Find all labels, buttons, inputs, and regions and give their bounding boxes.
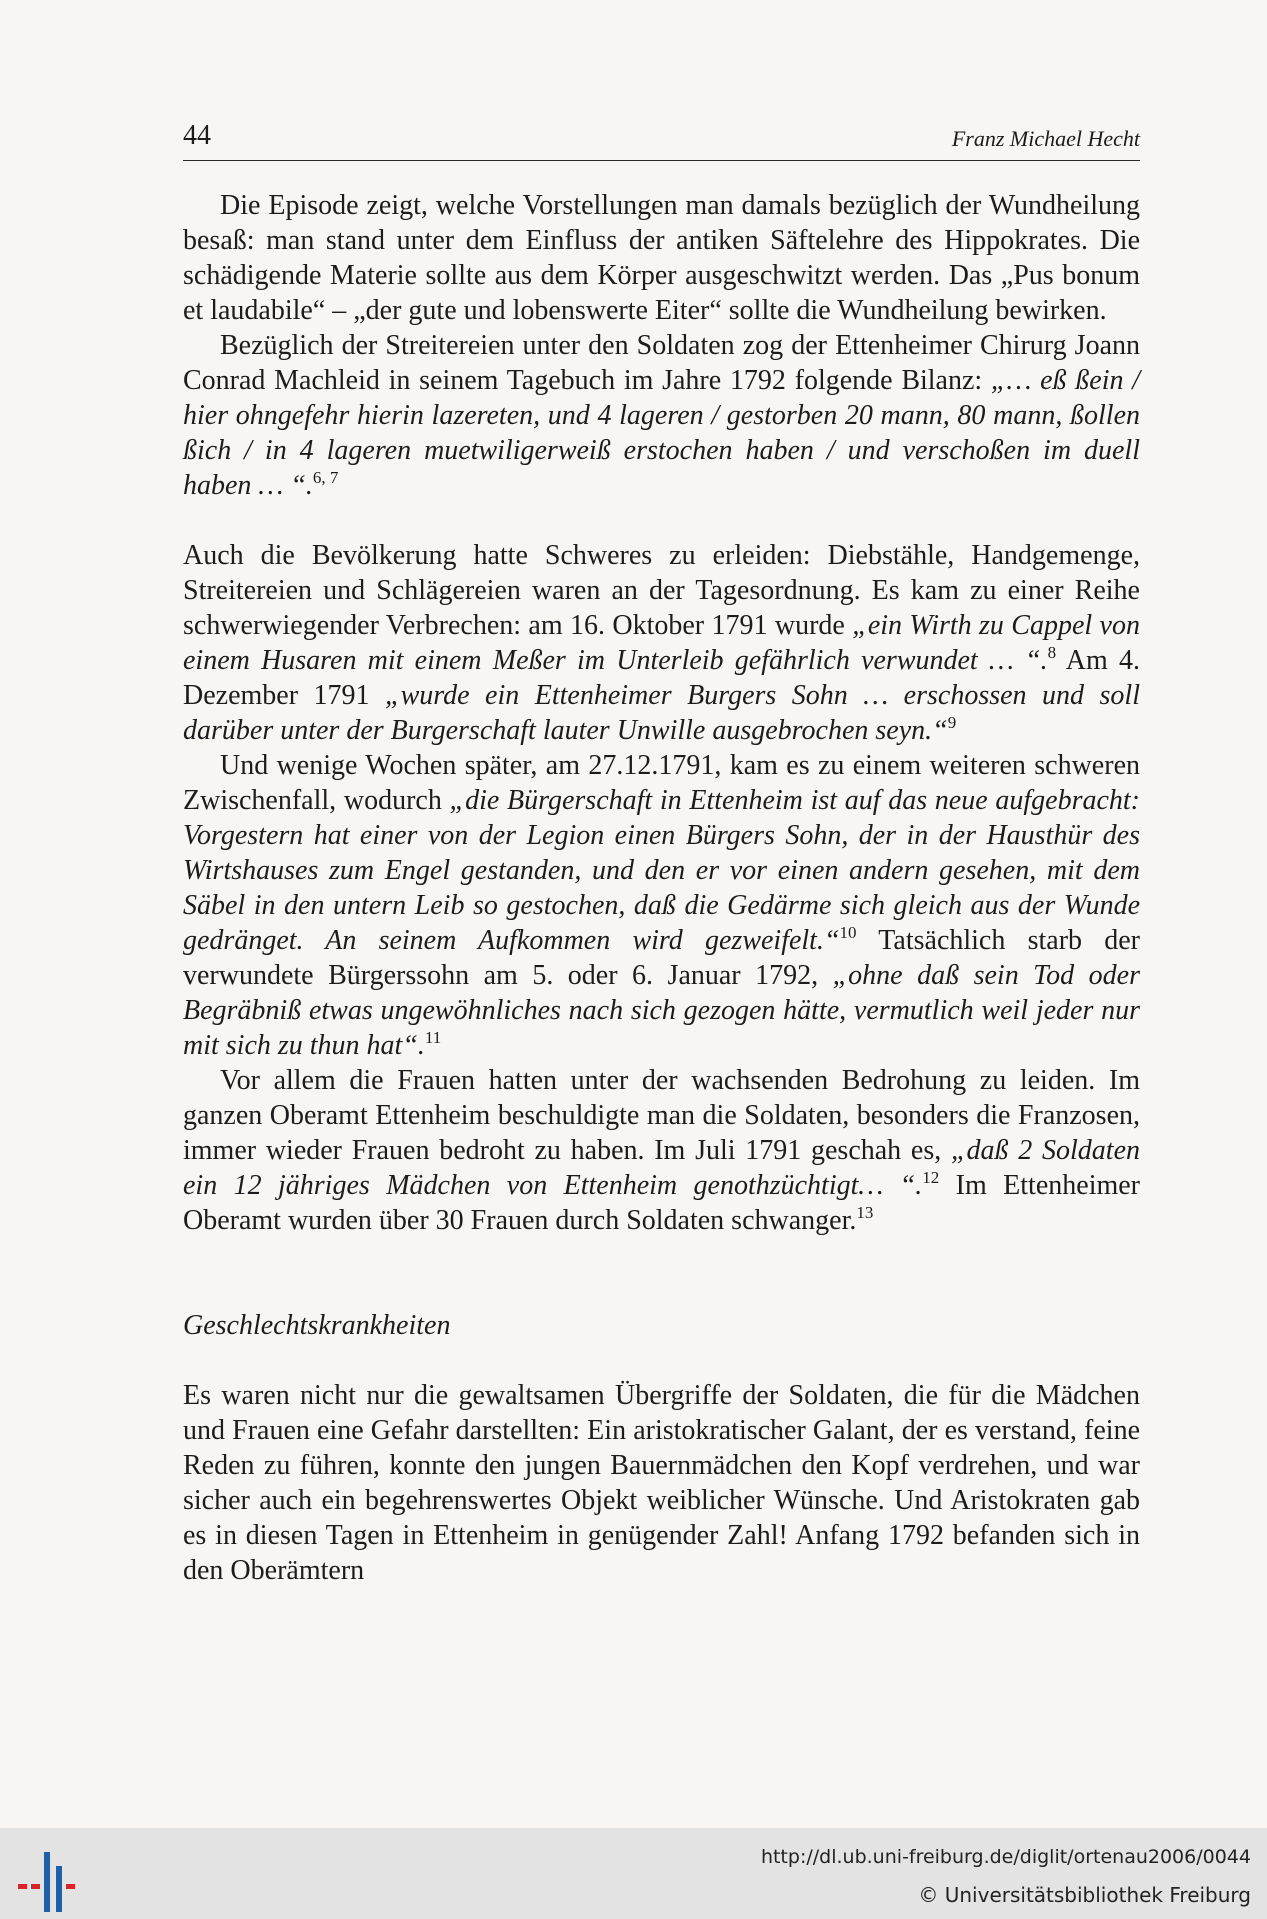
quotation-text: „… eß ßein / hier ohngefehr hierin lazereten, und 4 lageren / gestorben 20 mann, 80 mann, ßollen ßich / in 4 lageren muetwiligerweiß erstochen haben / und verschoßen im duell haben … “. bbox=[183, 365, 1140, 501]
quotation-text: „ohne daß sein Tod oder Begräbniß etwas ungewöhnliches nach sich gezogen hätte, vermutlich weil jeder nur mit sich zu thun hat“. bbox=[183, 960, 1140, 1061]
page-number: 44 bbox=[183, 120, 211, 151]
library-logo-icon bbox=[18, 1852, 78, 1912]
text-run: Die Episode zeigt, welche Vorstellungen man damals bezüglich der Wundheilung besaß: man stand unter dem Einfluss der antiken Säftelehre des Hippokrates. Die schädigende Materie sollte aus dem Körper ausgeschwitzt werden. Das „Pus bonum et laudabile“ – „der gute und lobenswerte Eiter“ sollte die Wundheilung bewirken. bbox=[183, 190, 1140, 326]
footnote-ref: 8 bbox=[1047, 643, 1057, 662]
footnote-ref: 12 bbox=[922, 1168, 940, 1187]
paragraph bbox=[183, 188, 1140, 328]
section-spacer bbox=[183, 1343, 1140, 1378]
footnote-ref: 6, 7 bbox=[312, 468, 339, 487]
text-run: Tatsächlich starb der verwundete Bürgerssohn am 5. oder 6. Januar 1792, bbox=[183, 925, 1140, 991]
footnote-ref: 10 bbox=[839, 923, 857, 942]
footnote-ref: 11 bbox=[424, 1028, 442, 1047]
page-header bbox=[183, 120, 1140, 161]
section-heading: Geschlechtskrankheiten bbox=[183, 1310, 451, 1341]
section-spacer bbox=[183, 1238, 1140, 1308]
quotation-text: „wurde ein Ettenheimer Burgers Sohn … erschossen und soll darüber unter der Burgerschaft lauter Unwille ausgebrochen seyn.“ bbox=[183, 680, 1140, 746]
quotation-text: „daß 2 Soldaten ein 12 jähriges Mädchen von Ettenheim genothzüchtigt… “. bbox=[183, 1135, 1140, 1201]
footnote-ref: 9 bbox=[947, 713, 957, 732]
digitization-footer bbox=[0, 1828, 1267, 1919]
paragraph bbox=[183, 328, 1140, 503]
text-run: Auch die Bevölkerung hatte Schweres zu erleiden: Diebstähle, Handgemenge, Streitereien und Schlägereien waren an der Tagesordnung. Es kam zu einer Reihe schwerwiegender Verbrechen: am 16. Oktober 1791 wurde bbox=[183, 540, 1140, 641]
body-text bbox=[183, 188, 1140, 1588]
running-head: Franz Michael Hecht bbox=[951, 126, 1140, 151]
quotation-text: „die Bürgerschaft in Ettenheim ist auf das neue aufgebracht: Vorgestern hat einer von der Legion einen Bürgers Sohn, der in der Hausthür des Wirtshauses zum Engel gestanden, und den er vor einen andern gesehen, mit dem Säbel in den untern Leib so gestochen, daß die Gedärme sich gleich aus der Wunde gedränget. An seinem Aufkommen wird gezweifelt.“ bbox=[183, 785, 1140, 956]
copyright-notice: © Universitätsbibliothek Freiburg bbox=[918, 1883, 1251, 1907]
paragraph bbox=[183, 1063, 1140, 1238]
text-run: Vor allem die Frauen hatten unter der wachsenden Bedrohung zu leiden. Im ganzen Oberamt Ettenheim beschuldigte man die Soldaten, besonders die Franzosen, immer wieder Frauen bedroht zu haben. Im Juli 1791 geschah es, bbox=[183, 1065, 1140, 1166]
paragraph-spacer bbox=[183, 503, 1140, 538]
quotation-text: „ein Wirth zu Cappel von einem Husaren mit einem Meßer im Unterleib gefährlich verwundet … “. bbox=[183, 610, 1140, 676]
text-run: Bezüglich der Streitereien unter den Soldaten zog der Ettenheimer Chirurg Joann Conrad Machleid in seinem Tagebuch im Jahre 1792 folgende Bilanz: bbox=[183, 330, 1140, 396]
paragraph bbox=[183, 538, 1140, 748]
text-run: Und wenige Wochen später, am 27.12.1791, kam es zu einem weiteren schweren Zwischenfall, wodurch bbox=[183, 750, 1140, 816]
paragraph bbox=[183, 748, 1140, 1063]
footnote-ref: 13 bbox=[856, 1203, 874, 1222]
text-run: Am 4. Dezember 1791 bbox=[183, 645, 1140, 711]
text-run: Es waren nicht nur die gewaltsamen Übergriffe der Soldaten, die für die Mädchen und Frauen eine Gefahr darstellten: Ein aristokratischer Galant, der es verstand, feine Reden zu führen, konnte den jungen Bauernmädchen den Kopf verdrehen, und war sicher auch ein begehrenswertes Objekt weiblicher Wünsche. Und Aristokraten gab es in diesen Tagen in Ettenheim in genügender Zahl! Anfang 1792 befanden sich in den Oberämtern bbox=[183, 1380, 1140, 1586]
source-url-link[interactable]: http://dl.ub.uni-freiburg.de/diglit/ortenau2006/0044 bbox=[760, 1846, 1251, 1868]
text-run: Im Ettenheimer Oberamt wurden über 30 Frauen durch Soldaten schwanger. bbox=[183, 1170, 1140, 1236]
paragraph bbox=[183, 1378, 1140, 1588]
